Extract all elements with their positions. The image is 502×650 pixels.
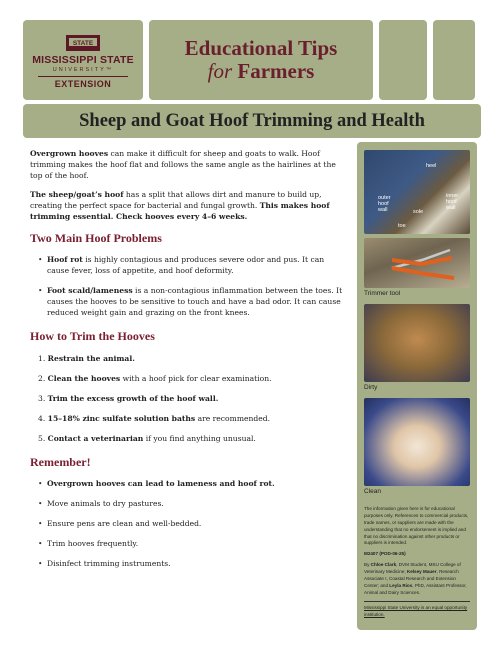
list-item: [38, 393, 348, 404]
publication-number: [364, 551, 470, 558]
step-number: 2.: [38, 373, 46, 383]
photo-caption: Dirty: [364, 384, 378, 391]
list-item-text: is a non-contagious inflammation between the toes. It causes the hooves to be sensitive to touch and have a bad odor. It can cause reduced weight gain and grazing on the front knees.: [47, 286, 343, 318]
msu-m-logo-icon: [65, 33, 101, 53]
remember-list: [30, 478, 348, 569]
list-item: [38, 433, 348, 444]
list-item-bold: Clean the hooves: [47, 373, 121, 383]
series-title-line1: Educational Tips: [184, 35, 338, 60]
author-role: , DVM Student, MSU College of Veterinary Medicine;: [364, 562, 461, 575]
trimmer-shears-icon: [364, 238, 470, 288]
logo-university-label: UNIVERSITY™: [52, 67, 114, 73]
list-item: [38, 558, 348, 569]
series-title-line2: [208, 59, 315, 83]
list-item-bold: Restrain the animal.: [47, 353, 135, 363]
section-heading-problems: Two Main Hoof Problems: [30, 231, 162, 245]
list-item-text: with a hoof pick for clear examination.: [120, 373, 272, 383]
header: [23, 20, 481, 100]
list-item-text: Ensure pens are clean and well-bedded.: [47, 519, 202, 529]
label-heel: heel: [426, 163, 437, 169]
list-item-bold: Overgrown hooves can lead to lameness and hoof rot.: [47, 479, 275, 489]
intro-bold: The sheep/goat’s hoof: [30, 190, 124, 199]
intro-text: can make it difficult for sheep and goats to walk. Hoof trimming makes the hoof flat and follows the same angle as the hairlines at the top of the hoof.: [30, 149, 336, 180]
author-name: Chloe Clark: [370, 562, 397, 568]
clean-hoof-photo: [364, 398, 470, 486]
list-item-text: is highly contagious and produces severe odor and pus. It can cause fever, loss of appetite, and hoof deformity.: [47, 255, 325, 276]
series-title-for: for: [207, 58, 233, 83]
step-number: 5.: [38, 433, 46, 443]
title-banner: [23, 104, 481, 138]
label-toe: toe: [398, 223, 406, 229]
list-item-text: are recommended.: [195, 413, 271, 423]
logo-university-name: MISSISSIPPI STATE: [32, 54, 134, 66]
list-item-bold: Foot scald/lameness: [47, 286, 133, 296]
header-decor-box: [379, 20, 427, 100]
list-item: [38, 538, 348, 549]
list-item: [38, 413, 348, 424]
list-item: [38, 285, 348, 318]
intro-bold: Overgrown hooves: [30, 149, 109, 158]
eeo-statement: [364, 605, 470, 619]
list-item-text: if you find anything unusual.: [143, 433, 256, 443]
intro-paragraph-1: [30, 148, 348, 181]
photo-caption: Clean: [364, 488, 381, 495]
list-item: [38, 478, 348, 489]
disclaimer-text: The information given here is for educational purposes only. References to commercial products, trade names, or suppliers are made with the understanding that no endorsement is implied and that no discrimination against other products or suppliers is intended.: [364, 506, 469, 546]
step-number: 4.: [38, 413, 46, 423]
msu-extension-logo: [23, 20, 143, 100]
divider: [364, 601, 470, 602]
photo-caption: Trimmer tool: [364, 290, 401, 297]
eeo-text: Mississippi State University is an equal opportunity institution.: [364, 604, 468, 617]
publication-number-text: M2407 (POD-06-25): [364, 551, 406, 557]
trimmer-tool-photo: [364, 238, 470, 288]
list-item-text: Move animals to dry pastures.: [47, 499, 164, 509]
author-role: , Research Associate I, Coastal Research and Extension Center; and: [364, 569, 459, 588]
dirty-hoof-photo: [364, 304, 470, 382]
hoof-anatomy-photo: [364, 150, 470, 234]
list-item: [38, 498, 348, 509]
label-inner-wall: inner hoof wall: [446, 193, 459, 211]
howto-list: [30, 353, 348, 444]
logo-extension-label: EXTENSION: [54, 79, 112, 89]
step-number: 3.: [38, 393, 46, 403]
page-title: Sheep and Goat Hoof Trimming and Health: [79, 110, 425, 131]
series-title: [149, 20, 373, 100]
intro-bold: This makes hoof trimming essential. Check hooves every 4–6 weeks.: [30, 201, 330, 221]
author-name: Kelsey Mauer: [406, 569, 437, 575]
logo-state-text: STATE: [72, 40, 94, 47]
list-item: [38, 518, 348, 529]
step-number: 1.: [38, 353, 46, 363]
list-item: [38, 353, 348, 364]
list-item-text: Trim hooves frequently.: [47, 539, 139, 549]
header-decor-box: [433, 20, 475, 100]
list-item-bold: Trim the excess growth of the hoof wall.: [47, 393, 219, 403]
list-item-text: Disinfect trimming instruments.: [47, 559, 171, 569]
intro-paragraph-2: [30, 189, 348, 222]
logo-divider: [38, 76, 128, 77]
section-heading-howto: How to Trim the Hooves: [30, 329, 155, 344]
footer-fine-print: [364, 506, 470, 618]
problems-list: [30, 254, 348, 318]
intro-text: has a split that allows dirt and manure to build up, creating the perfect space for bacterial and fungal growth.: [30, 190, 322, 210]
author-role: , PhD, Assistant Professor, Animal and Dairy Sciences.: [364, 582, 467, 595]
list-item-bold: 15–18% zinc sulfate solution baths: [47, 413, 196, 423]
list-item-bold: Contact a veterinarian: [47, 433, 144, 443]
series-title-farmers: Farmers: [237, 58, 315, 83]
author-name: Leyla Rios: [389, 582, 413, 588]
list-item: [38, 254, 348, 276]
list-item-bold: Hoof rot: [47, 255, 83, 265]
author-credits: [364, 562, 470, 596]
label-outer-wall: outer hoof wall: [378, 195, 391, 213]
section-heading-remember: Remember!: [30, 454, 91, 469]
label-sole: sole: [413, 209, 424, 215]
main-content: [30, 148, 348, 578]
list-item: [38, 373, 348, 384]
sidebar: [357, 142, 477, 630]
credits-prefix: By: [364, 562, 371, 568]
